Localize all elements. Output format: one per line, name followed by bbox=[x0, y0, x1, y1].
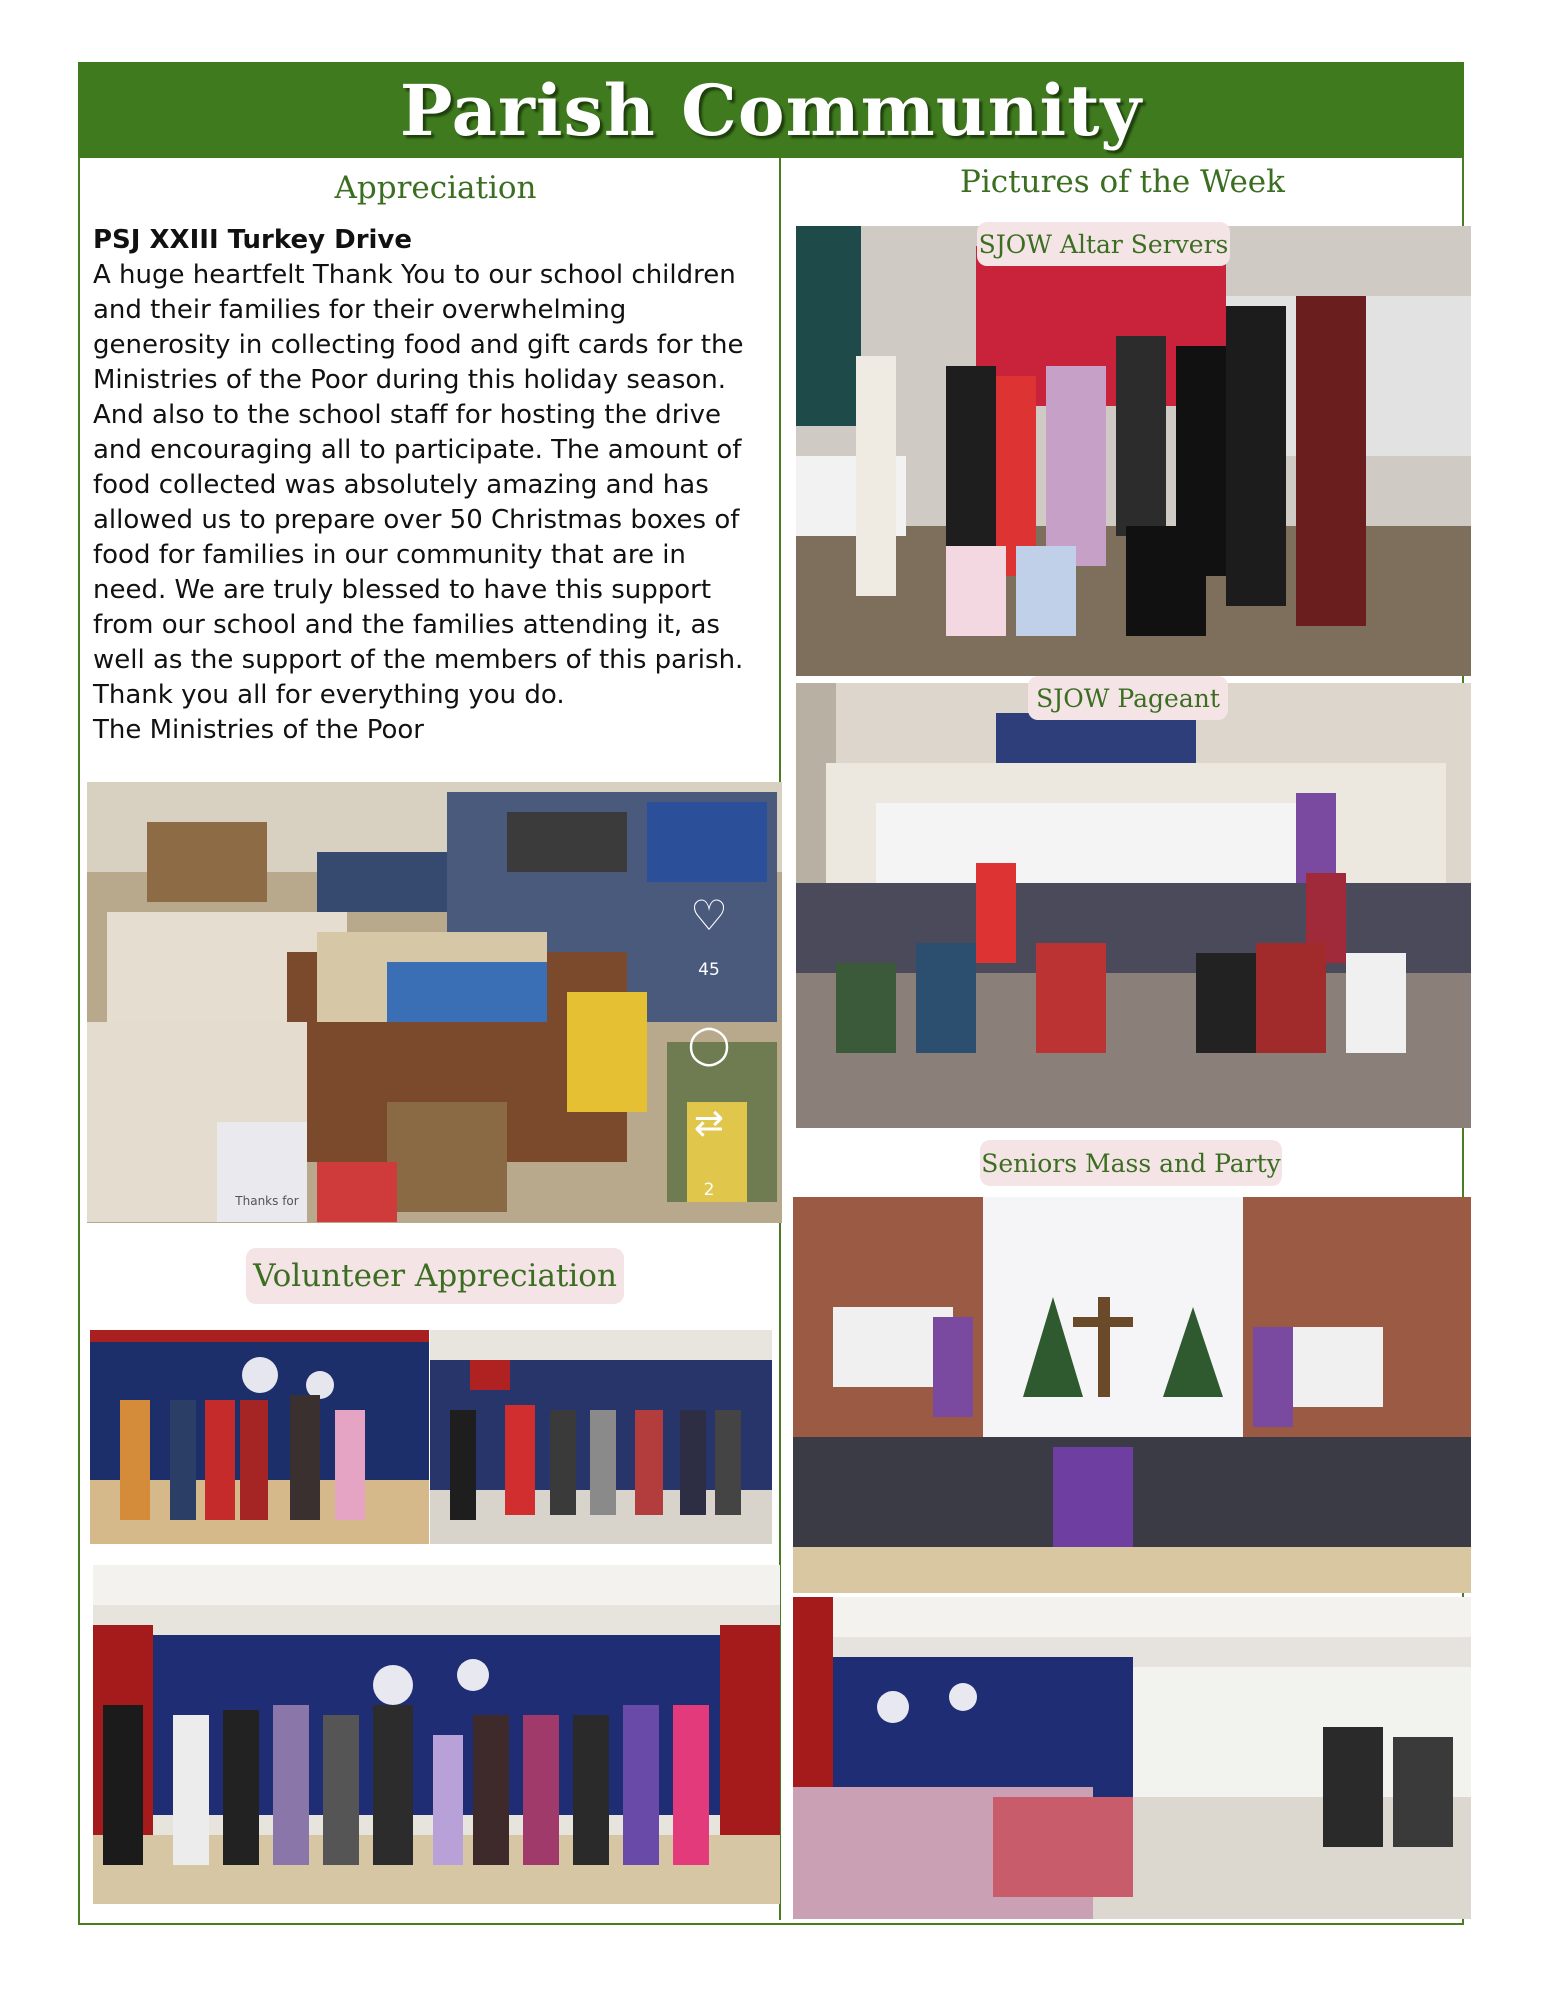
share-count: 2 bbox=[703, 1180, 715, 1200]
seniors-mass-photo bbox=[793, 1197, 1471, 1593]
seniors-label: Seniors Mass and Party bbox=[980, 1140, 1282, 1186]
volunteer-photo-2 bbox=[430, 1330, 772, 1544]
pictures-of-week-heading: Pictures of the Week bbox=[960, 164, 1285, 200]
pageant-label: SJOW Pageant bbox=[1028, 676, 1228, 720]
appreciation-heading: Appreciation bbox=[334, 170, 537, 206]
bag-text: Thanks for bbox=[235, 1194, 299, 1208]
volunteer-photo-3 bbox=[93, 1565, 780, 1904]
article-line: and their families for their overwhelming bbox=[93, 295, 627, 325]
article-line: food collected was absolutely amazing and has bbox=[93, 470, 709, 500]
article-line: from our school and the families attending it, as bbox=[93, 610, 720, 640]
article-line: The Ministries of the Poor bbox=[93, 715, 424, 745]
appreciation-article bbox=[93, 223, 778, 748]
article-heading: PSJ XXIII Turkey Drive bbox=[93, 225, 413, 255]
article-line: And also to the school staff for hosting the drive bbox=[93, 400, 722, 430]
share-icon[interactable]: ⇄ bbox=[693, 1103, 725, 1144]
volunteer-appreciation-heading: Volunteer Appreciation bbox=[246, 1248, 624, 1304]
heart-icon[interactable]: ♡ bbox=[690, 891, 728, 940]
article-line: A huge heartfelt Thank You to our school children bbox=[93, 260, 736, 290]
altar-servers-label: SJOW Altar Servers bbox=[977, 222, 1230, 266]
article-line: allowed us to prepare over 50 Christmas boxes of bbox=[93, 505, 740, 535]
like-count: 45 bbox=[698, 960, 720, 980]
article-line: Thank you all for everything you do. bbox=[93, 680, 565, 710]
seniors-party-photo bbox=[793, 1597, 1471, 1919]
altar-servers-photo bbox=[796, 226, 1471, 676]
pageant-photo bbox=[796, 683, 1471, 1128]
page-title: Parish Community bbox=[399, 68, 1143, 152]
article-line: generosity in collecting food and gift cards for the bbox=[93, 330, 744, 360]
article-line: well as the support of the members of this parish. bbox=[93, 645, 744, 675]
article-line: food for families in our community that are in bbox=[93, 540, 686, 570]
page-banner bbox=[78, 62, 1464, 158]
food-drive-photo bbox=[87, 782, 782, 1223]
article-line: and encouraging all to participate. The amount of bbox=[93, 435, 742, 465]
comment-icon[interactable]: ◯ bbox=[687, 1022, 731, 1066]
article-line: Ministries of the Poor during this holiday season. bbox=[93, 365, 727, 395]
volunteer-photo-1 bbox=[90, 1330, 429, 1544]
article-line: need. We are truly blessed to have this support bbox=[93, 575, 712, 605]
